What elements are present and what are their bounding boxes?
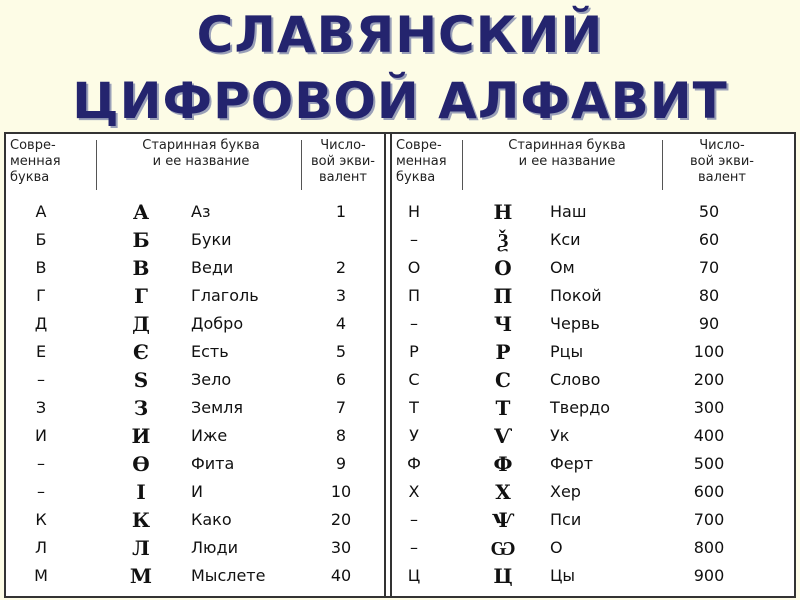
letter-name: Цы <box>550 566 576 585</box>
modern-letter: – <box>37 370 45 389</box>
old-letter: Л <box>132 536 150 560</box>
old-letter: І <box>136 480 146 504</box>
numeric-value: 900 <box>693 566 725 585</box>
letter-name: Веди <box>191 258 234 277</box>
modern-letter: У <box>409 426 419 445</box>
modern-letter: Е <box>35 342 47 361</box>
numeric-value: 3 <box>335 286 347 305</box>
numeric-value: 800 <box>693 538 725 557</box>
table-row <box>392 282 794 310</box>
table-row <box>392 450 794 478</box>
table-right-half <box>392 134 794 596</box>
old-letter: Х <box>495 480 511 504</box>
old-letter: Г <box>134 284 148 308</box>
old-letter: Ѯ <box>497 228 509 252</box>
letter-name: Ом <box>550 258 575 277</box>
numeric-value: 400 <box>693 426 725 445</box>
letter-name: Ук <box>550 426 570 445</box>
numeric-value: 40 <box>330 566 352 585</box>
old-letter: Ѱ <box>492 508 514 532</box>
letter-name: Наш <box>550 202 587 221</box>
letter-name: Покой <box>550 286 602 305</box>
table-row <box>6 562 384 590</box>
table-row <box>6 534 384 562</box>
modern-letter: А <box>35 202 47 221</box>
modern-letter: С <box>408 370 420 389</box>
modern-letter: – <box>37 454 45 473</box>
old-letter: П <box>493 284 513 308</box>
old-letter: Ѕ <box>133 368 149 392</box>
table-row <box>392 478 794 506</box>
old-letter: Є <box>133 340 149 364</box>
letter-name: Аз <box>191 202 211 221</box>
old-letter: Ѵ <box>493 424 513 448</box>
numeric-value: 1 <box>335 202 347 221</box>
modern-letter: Г <box>36 286 46 305</box>
numeric-value: 4 <box>335 314 347 333</box>
modern-letter: М <box>34 566 48 585</box>
table-row <box>6 422 384 450</box>
numeric-value: 7 <box>335 398 347 417</box>
modern-letter: Д <box>34 314 48 333</box>
old-letter: М <box>129 564 153 588</box>
old-letter: Ѳ <box>132 452 150 476</box>
header-number: Число- вой экви- валент <box>311 138 375 185</box>
old-letter: Б <box>132 228 150 252</box>
numeric-value: 6 <box>335 370 347 389</box>
modern-letter: З <box>35 398 47 417</box>
table-row <box>392 366 794 394</box>
old-letter: О <box>494 256 512 280</box>
letter-name: Добро <box>191 314 244 333</box>
old-letter: Р <box>495 340 511 364</box>
numeric-value: 10 <box>330 482 352 501</box>
table-row <box>6 338 384 366</box>
letter-name: Хер <box>550 482 581 501</box>
letter-name: И <box>191 482 203 501</box>
old-letter: Т <box>495 396 511 420</box>
modern-letter: Ф <box>407 454 421 473</box>
table-row <box>392 310 794 338</box>
old-letter: З <box>133 396 149 420</box>
numeric-value: 80 <box>698 286 720 305</box>
letter-name: Фита <box>191 454 235 473</box>
modern-letter: Л <box>34 538 48 557</box>
old-letter: Ч <box>493 312 513 336</box>
header-modern: Совре- менная буква <box>10 138 61 185</box>
letter-name: О <box>550 538 563 557</box>
modern-letter: – <box>37 482 45 501</box>
old-letter: Д <box>132 312 150 336</box>
letter-name: Рцы <box>550 342 584 361</box>
table-row <box>6 478 384 506</box>
numeral-table <box>4 132 796 598</box>
title-line-1: СЛАВЯНСКИЙ <box>196 6 604 64</box>
table-row <box>6 450 384 478</box>
numeric-value: 90 <box>698 314 720 333</box>
modern-letter: Ц <box>407 566 421 585</box>
letter-name: Глаголь <box>191 286 259 305</box>
old-letter: Ф <box>493 452 513 476</box>
modern-letter: Н <box>407 202 421 221</box>
table-row <box>6 366 384 394</box>
modern-letter: О <box>407 258 421 277</box>
old-letter: И <box>131 424 151 448</box>
modern-letter: И <box>35 426 47 445</box>
letter-name: Пси <box>550 510 582 529</box>
old-letter: В <box>132 256 150 280</box>
numeric-value: 2 <box>335 258 347 277</box>
table-row <box>6 198 384 226</box>
numeric-value: 8 <box>335 426 347 445</box>
numeric-value: 5 <box>335 342 347 361</box>
header-old-letter: Старинная буква и ее название <box>508 138 626 169</box>
table-row <box>6 254 384 282</box>
modern-letter: К <box>35 510 47 529</box>
letter-name: Земля <box>191 398 244 417</box>
modern-letter: – <box>410 230 418 249</box>
letter-name: Мыслете <box>191 566 266 585</box>
table-row <box>392 338 794 366</box>
header-number: Число- вой экви- валент <box>690 138 754 185</box>
numeric-value: 70 <box>698 258 720 277</box>
numeric-value: 20 <box>330 510 352 529</box>
old-letter: С <box>495 368 511 392</box>
table-row <box>392 506 794 534</box>
letter-name: Зело <box>191 370 232 389</box>
letter-name: Иже <box>191 426 228 445</box>
letter-name: Ферт <box>550 454 594 473</box>
numeric-value: 600 <box>693 482 725 501</box>
header-modern: Совре- менная буква <box>396 138 447 185</box>
numeric-value: 300 <box>693 398 725 417</box>
letter-name: Червь <box>550 314 600 333</box>
modern-letter: П <box>407 286 421 305</box>
table-row <box>6 310 384 338</box>
modern-letter: Т <box>409 398 419 417</box>
table-row <box>392 422 794 450</box>
modern-letter: – <box>410 510 418 529</box>
numeric-value: 30 <box>330 538 352 557</box>
numeric-value: 50 <box>698 202 720 221</box>
old-letter: Ц <box>493 564 513 588</box>
old-letter: К <box>131 508 151 532</box>
letter-name: Буки <box>191 230 232 249</box>
modern-letter: Б <box>35 230 47 249</box>
numeric-value: 60 <box>698 230 720 249</box>
table-row <box>392 226 794 254</box>
numeric-value: 700 <box>693 510 725 529</box>
table-row <box>392 394 794 422</box>
numeric-value: 200 <box>693 370 725 389</box>
modern-letter: – <box>410 538 418 557</box>
old-letter: Н <box>493 200 513 224</box>
table-row <box>6 226 384 254</box>
letter-name: Како <box>191 510 232 529</box>
letter-name: Твердо <box>550 398 611 417</box>
modern-letter: В <box>35 258 47 277</box>
old-letter: А <box>132 200 150 224</box>
letter-name: Есть <box>191 342 229 361</box>
title-line-2: ЦИФРОВОЙ АЛФАВИТ <box>72 72 728 130</box>
table-row <box>392 534 794 562</box>
modern-letter: Р <box>409 342 419 361</box>
table-row <box>392 562 794 590</box>
modern-letter: – <box>410 314 418 333</box>
table-row <box>392 198 794 226</box>
table-row <box>6 394 384 422</box>
numeric-value: 9 <box>335 454 347 473</box>
table-row <box>392 254 794 282</box>
modern-letter: Х <box>408 482 420 501</box>
table-left-half <box>6 134 384 596</box>
letter-name: Слово <box>550 370 601 389</box>
table-divider <box>384 134 386 596</box>
table-row <box>6 506 384 534</box>
old-letter: Ѡ <box>490 536 516 560</box>
letter-name: Люди <box>191 538 238 557</box>
numeric-value: 100 <box>693 342 725 361</box>
header-old-letter: Старинная буква и ее название <box>142 138 260 169</box>
numeric-value: 500 <box>693 454 725 473</box>
letter-name: Кси <box>550 230 581 249</box>
table-row <box>6 282 384 310</box>
